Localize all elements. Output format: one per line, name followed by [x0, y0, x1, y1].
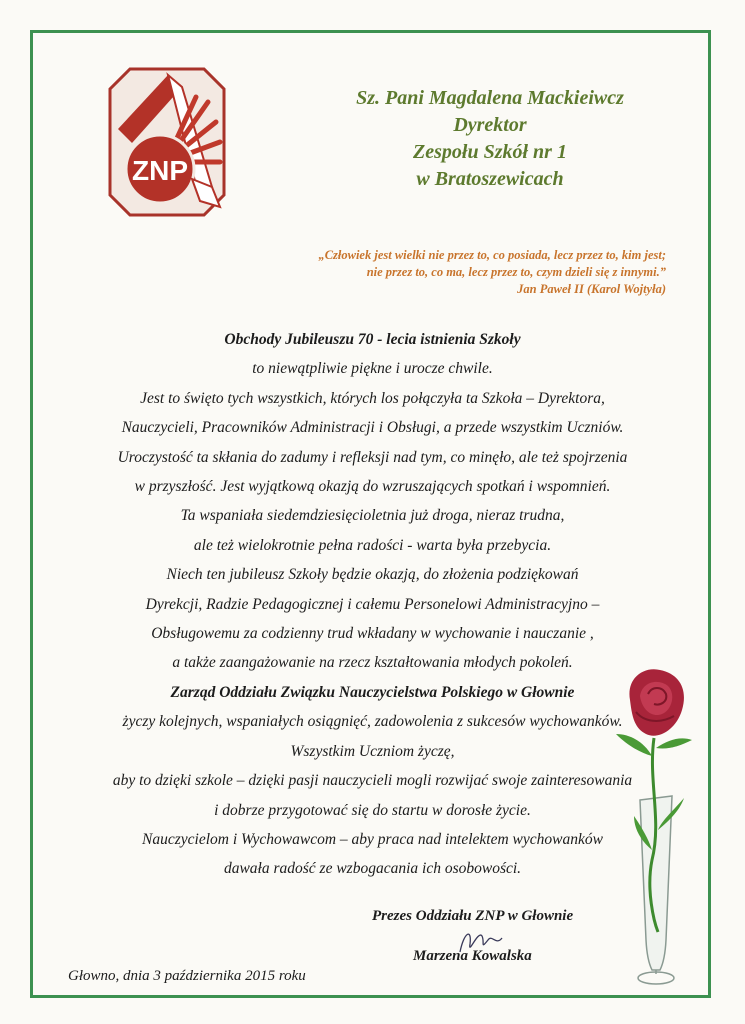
quote-author: Jan Paweł II (Karol Wojtyła)	[517, 282, 666, 296]
letter-line: Dyrekcji, Radzie Pedagogicznej i całemu Personelowi Administracyjno –	[145, 595, 600, 613]
letter-line: Uroczystość ta skłania do zadumy i refleksji nad tym, co minęło, ale też spojrzenia	[117, 448, 628, 466]
letter-line: to niewątpliwie piękne i urocze chwile.	[252, 360, 493, 378]
letter-line: ale też wielokrotnie pełna radości - warta była przebycia.	[193, 536, 552, 554]
rose-in-vase-icon	[608, 660, 704, 992]
letter-line: Nauczycieli, Pracowników Administracji i Obsługi, a przede wszystkim Uczniów.	[121, 419, 624, 437]
quote-block	[230, 247, 666, 298]
letter-line: w przyszłość. Jest wyjątkową okazją do wzruszających spotkań i wspomnień.	[134, 478, 611, 496]
addressee-location: w Bratoszewicach	[416, 168, 564, 190]
quote-line: „Człowiek jest wielki nie przez to, co posiada, lecz przez to, kim jest;	[318, 248, 666, 262]
letter-line: Nauczycielom i Wychowawcom – aby praca nad intelektem wychowanków	[142, 830, 603, 848]
addressee-position: Dyrektor	[453, 114, 527, 136]
letter-heading: Obchody Jubileuszu 70 - lecia istnienia Szkoły	[224, 331, 521, 348]
addressee-institution: Zespołu Szkół nr 1	[413, 141, 567, 163]
letter-line: dawała radość ze wzbogacania ich osobowości.	[223, 860, 522, 878]
letter-line: Obsługowemu za codzienny trud wkładany w wychowanie i nauczanie ,	[151, 625, 594, 643]
signature-title: Prezes Oddziału ZNP w Głownie	[372, 908, 574, 924]
letter-line: Jest to święto tych wszystkich, których los połączyła ta Szkoła – Dyrektora,	[140, 389, 605, 407]
addressee-block	[320, 85, 660, 193]
letter-line: a także zaangażowanie na rzecz kształtowania młodych pokoleń.	[172, 654, 573, 672]
letter-line: Wszystkim Uczniom życzę,	[290, 742, 455, 760]
letter-line: życzy kolejnych, wspaniałych osiągnięć, zadowolenia z sukcesów wychowanków.	[122, 713, 623, 731]
signature-name: Marzena Kowalska	[413, 948, 532, 964]
logo-text: ZNP	[132, 155, 188, 186]
addressee-name: Sz. Pani Magdalena Mackieiwcz	[356, 87, 624, 109]
letter-line: Niech ten jubileusz Szkoły będzie okazją, do złożenia podziękowań	[166, 566, 579, 584]
znp-logo-icon	[108, 67, 226, 217]
place-date: Głowno, dnia 3 października 2015 roku	[68, 968, 306, 984]
quote-line: nie przez to, co ma, lecz przez to, czym dzieli się z innymi.”	[366, 265, 666, 279]
letter-line: Ta wspaniała siedemdziesięcioletnia już droga, nieraz trudna,	[180, 507, 565, 525]
letter-body	[40, 325, 705, 884]
letter-sender-line: Zarząd Oddziału Związku Nauczycielstwa Polskiego w Głownie	[170, 683, 575, 701]
letter-line: aby to dzięki szkole – dzięki pasji nauczycieli mogli rozwijać swoje zainteresowania	[112, 772, 633, 790]
letter-line: i dobrze przygotować się do startu w dorosłe życie.	[214, 801, 531, 819]
